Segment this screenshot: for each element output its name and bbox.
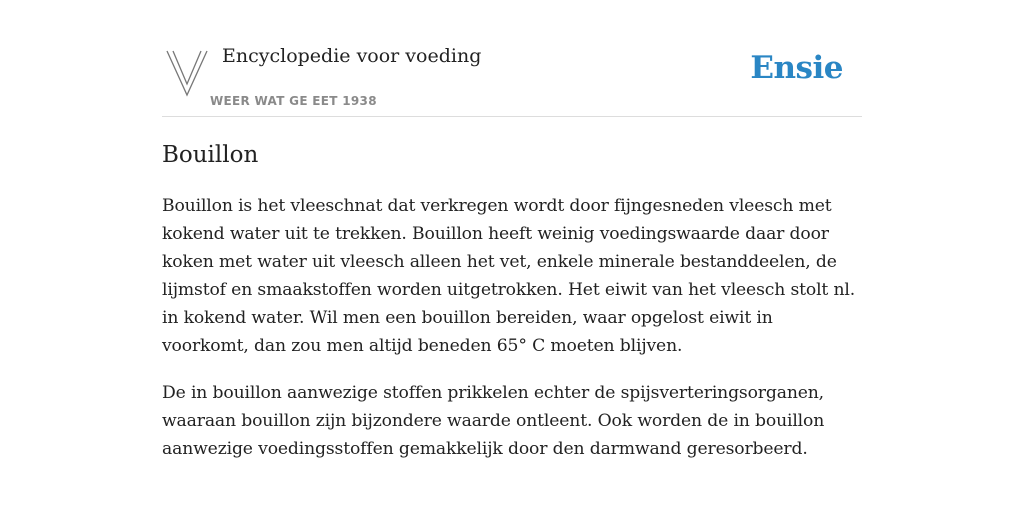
article-paragraph: De in bouillon aanwezige stoffen prikkelen echter de spijsverteringsorganen, waaraan bouillon zijn bijzondere waarde ontleent. Ook worden de in bouillon aanwezige voedingsstoffen gemakkelijk door den darmwand geresorbeerd. <box>162 383 825 459</box>
site-subtitle: WEER WAT GE EET 1938 <box>210 94 377 108</box>
site-header <box>162 0 862 117</box>
v-logo-icon[interactable] <box>165 49 209 97</box>
article-body <box>162 192 862 463</box>
article <box>162 138 862 463</box>
article-title: Bouillon <box>162 142 259 168</box>
site-title[interactable]: Encyclopedie voor voeding <box>222 45 482 67</box>
brand-logo-link[interactable]: Ensie <box>750 50 843 86</box>
article-paragraph: Bouillon is het vleeschnat dat verkregen wordt door fijngesneden vleesch met kokend water uit te trekken. Bouillon heeft weinig voedingswaarde daar door koken met water uit vleesch alleen het vet, enkele minerale bestanddeelen, de lijmstof en smaakstoffen worden uitgetrokken. Het eiwit van het vleesch stolt nl. in kokend water. Wil men een bouillon bereiden, waar opgelost eiwit in voorkomt, dan zou men altijd beneden 65° C moeten blijven. <box>162 196 856 356</box>
